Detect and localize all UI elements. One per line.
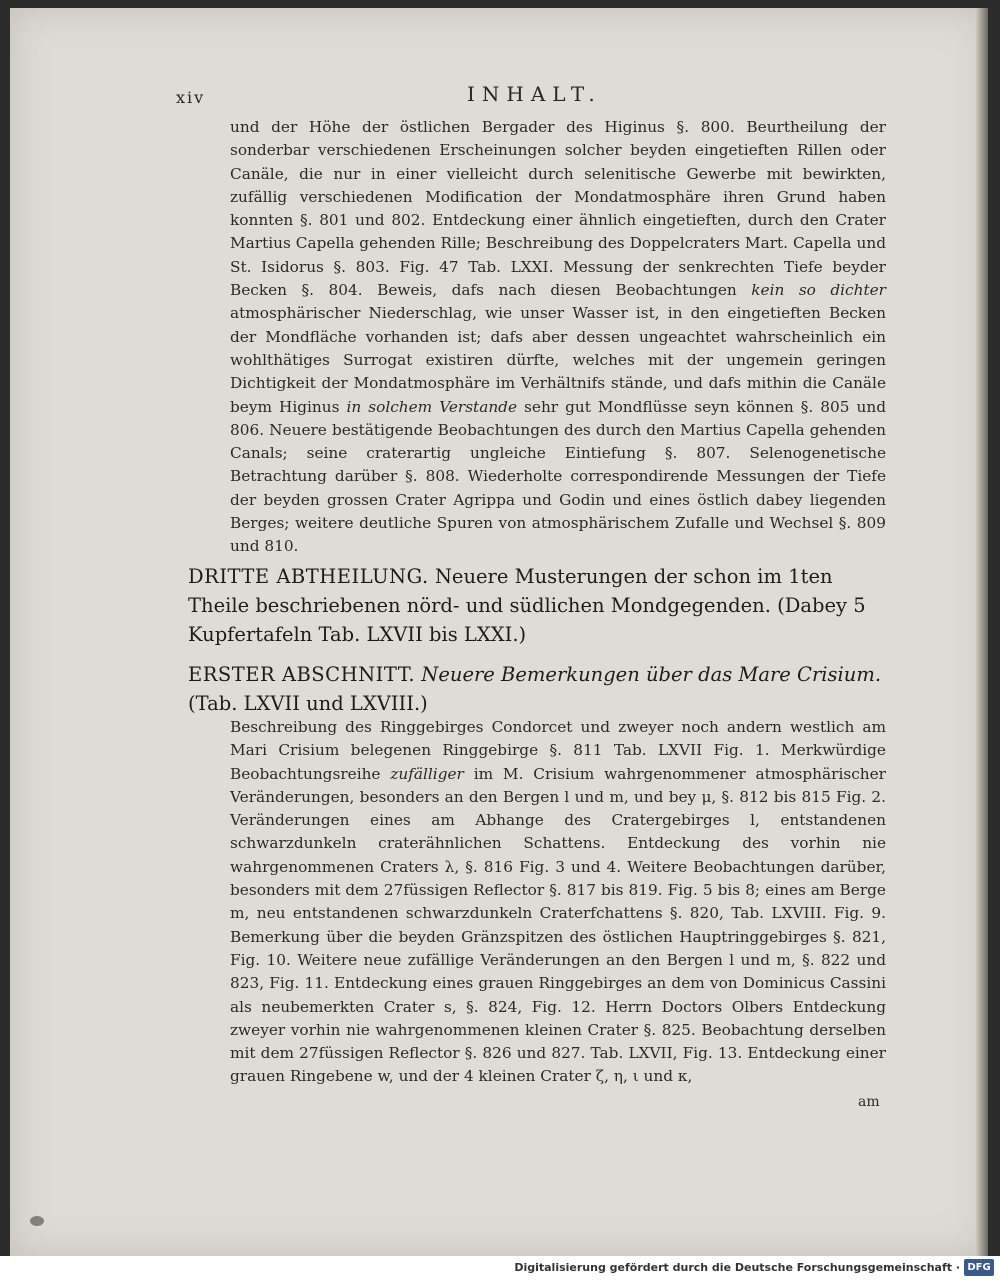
heading-dritte-abtheilung: [188, 562, 888, 649]
heading-erster-abschnitt: [188, 660, 888, 718]
dfg-logo-icon: DFG: [964, 1259, 994, 1276]
intro-text-3: sehr gut Mondflüsse seyn können §. 805 und 806. Neuere bestätigende Beobachtungen des durch den Martius Capella gehenden Canals; seine craterartig ungleiche Eintiefung §. 807. Selenogenetische Betrachtung darüber §. 808. Wiederholte correspondirende Messungen der Tiefe der beyden grossen Crater Agrippa und Godin und eines östlich dabey liegenden Berges; weitere deutliche Spuren von atmosphärischem Zufalle und Wechsel §. 809 und 810.: [230, 397, 886, 556]
erster-italic: Neuere Bemerkungen über das Mare Crisium.: [421, 663, 882, 686]
paragraph-erster: [230, 716, 886, 1089]
page-spine-shadow: [976, 8, 988, 1256]
footer-text: Digitalisierung gefördert durch die Deutsche Forschungsgemeinschaft ·: [514, 1261, 960, 1274]
erster-label: ERSTER ABSCHNITT.: [188, 663, 416, 686]
intro-italic-2: in solchem Verstande: [346, 397, 518, 416]
erster-body-1: Beschreibung des Ringgebirges Condorcet und zweyer noch andern westlich am Mari Crisium belegenen Ringgebirge §. 811 Tab. LXVII Fig. 1. Merkwürdige Beobachtungsreihe: [230, 718, 886, 783]
catchword: am: [858, 1094, 880, 1110]
page-number: xiv: [176, 88, 206, 107]
erster-body-2: im M. Crisium wahrgenommener atmosphärischer Veränderungen, besonders an den Bergen l und m, und bey μ, §. 812 bis 815 Fig. 2. Veränderungen eines am Abhange des Cratergebirges l, entstandenen schwarzdunkeln craterähnlichen Schattens. Entdeckung des vorhin nie wahrgenommenen Craters λ, §. 816 Fig. 3 und 4. Weitere Beobachtungen darüber, besonders mit dem 27füssigen Reflector §. 817 bis 819. Fig. 5 bis 8; eines am Berge m, neu entstandenen schwarzdunkeln Craterfchattens §. 820, Tab. LXVIII. Fig. 9. Bemerkung über die beyden Gränzspitzen des östlichen Hauptringgebirges §. 821, Fig. 10. Weitere neue zufällige Veränderungen an den Bergen l und m, §. 822 und 823, Fig. 11. Entdeckung eines grauen Ringgebirges an dem von Dominicus Cassini als neubemerkten Crater s, §. 824, Fig. 12. Herrn Doctors Olbers Entdeckung zweyer vorhin nie wahrgenommenen kleinen Crater §. 825. Beobachtung derselben mit dem 27füssigen Reflector §. 826 und 827. Tab. LXVII, Fig. 13. Entdeckung einer grauen Ringebene w, und der 4 kleinen Crater ζ, η, ι und κ,: [230, 764, 886, 1086]
erster-body-italic: zufälliger: [390, 764, 464, 783]
intro-text-1: und der Höhe der östlichen Bergader des Higinus §. 800. Beurtheilung der sonderbar verschiedenen Erscheinungen solcher beyden eingetieften Rillen oder Canäle, die nur in einer vielleicht durch selenitische Gewerbe mit bewirkten, zufällig verschiedenen Modification der Mondatmosphäre ihren Grund haben konnten §. 801 und 802. Entdeckung einer ähnlich eingetieften, durch den Crater Martius Capella gehenden Rille; Beschreibung des Doppelcraters Mart. Capella und St. Isidorus §. 803. Fig. 47 Tab. LXXI. Messung der senkrechten Tiefe beyder Becken §. 804. Beweis, dafs nach diesen Beobachtungen: [230, 118, 886, 300]
running-title: INHALT.: [467, 82, 602, 106]
ink-blot: [30, 1216, 44, 1226]
dritte-label: DRITTE ABTHEILUNG.: [188, 565, 429, 588]
paragraph-intro: [230, 116, 886, 559]
dritte-text: Neuere Musterungen der schon im 1ten Theile beschriebenen nörd- und südlichen Mondgegenden. (Dabey 5 Kupfertafeln Tab. LXVII bis LXXI.): [188, 565, 866, 646]
digitization-footer: [0, 1256, 1000, 1280]
erster-text: (Tab. LXVII und LXVIII.): [188, 692, 428, 715]
intro-italic-1: kein so dichter: [751, 281, 886, 300]
intro-text-2: atmosphärischer Niederschlag, wie unser Wasser ist, in den eingetieften Becken der Mondfläche vorhanden ist; dafs aber dessen ungeachtet wahrscheinlich ein wohlthätiges Surrogat existiren dürfte, welches mit der ungemein geringen Dichtigkeit der Mondatmosphäre im Verhältnifs stände, und dafs mithin die Canäle beym Higinus: [230, 304, 886, 416]
